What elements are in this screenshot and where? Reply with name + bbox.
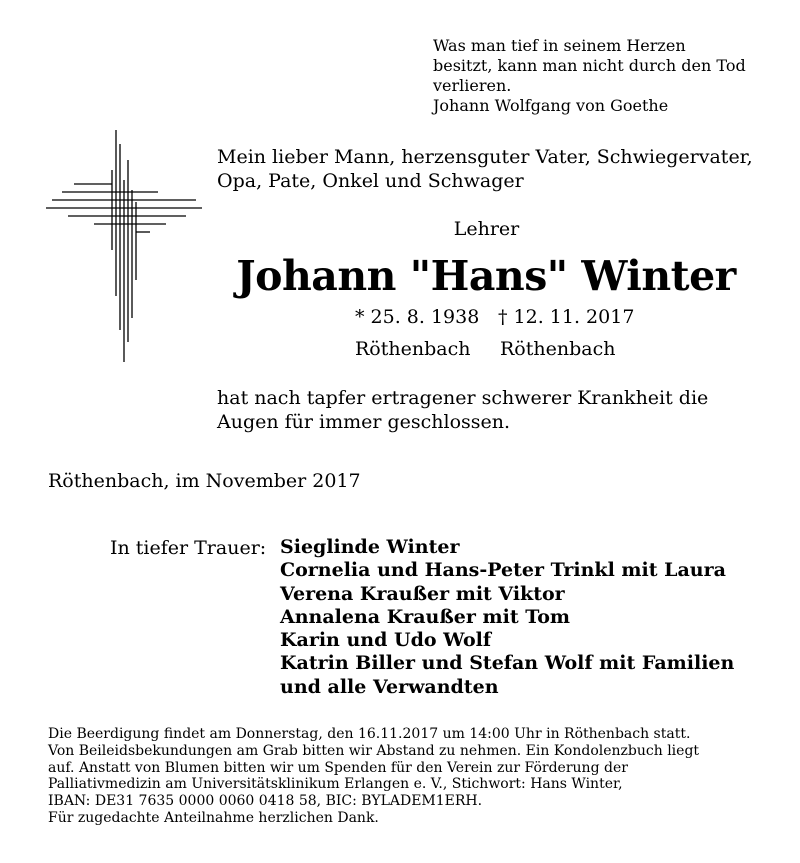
quote-line: Was man tief in seinem Herzen (433, 36, 686, 55)
message-line: Augen für immer geschlossen. (217, 411, 511, 433)
funeral-line: IBAN: DE31 7635 0000 0060 0418 58, BIC: BYLADEM1ERH. (48, 793, 483, 810)
funeral-line: Von Beileidsbekundungen am Grab bitten wir Abstand zu nehmen. Ein Kondolenzbuch liegt (48, 742, 700, 759)
mourners-list (280, 536, 734, 699)
mourner: und alle Verwandten (280, 675, 499, 698)
funeral-line: Die Beerdigung findet am Donnerstag, den 16.11.2017 um 14:00 Uhr in Röthenbach statt. (48, 726, 691, 742)
mourner: Katrin Biller und Stefan Wolf mit Familien (280, 652, 735, 675)
message-line: hat nach tapfer ertragener schwerer Krankheit die (217, 387, 709, 409)
funeral-line: Für zugedachte Anteilnahme herzlichen Dank. (48, 809, 379, 826)
mourner: Sieglinde Winter (280, 536, 460, 558)
intro-text (217, 145, 777, 193)
quote-author: Johann Wolfgang von Goethe (433, 96, 669, 115)
intro-line: Opa, Pate, Onkel und Schwager (217, 170, 524, 192)
quote-line: verlieren. (433, 76, 512, 95)
funeral-line: Palliativmedizin am Universitätsklinikum Erlangen e. V., Stichwort: Hans Winter, (48, 776, 623, 793)
mourner: Annalena Kraußer mit Tom (280, 605, 570, 628)
goethe-quote (433, 36, 773, 116)
death-date: † 12. 11. 2017 (498, 306, 635, 328)
birth-date: * 25. 8. 1938 (355, 306, 480, 328)
intro-line: Mein lieber Mann, herzensguter Vater, Schwiegervater, (217, 146, 753, 168)
mourner: Cornelia und Hans-Peter Trinkl mit Laura (280, 559, 726, 582)
funeral-line: auf. Anstatt von Blumen bitten wir um Spenden für den Verein zur Förderung der (48, 759, 628, 776)
mourner: Karin und Udo Wolf (280, 629, 492, 652)
deceased-name: Johann "Hans" Winter (236, 252, 736, 300)
place-date: Röthenbach, im November 2017 (48, 470, 361, 492)
death-message (217, 386, 777, 434)
cross-icon (46, 130, 202, 362)
quote-line: besitzt, kann man nicht durch den Tod (433, 56, 746, 75)
profession: Lehrer (453, 218, 520, 240)
funeral-info (48, 726, 788, 827)
mourning-label: In tiefer Trauer: (110, 537, 267, 559)
death-place: Röthenbach (500, 338, 616, 360)
birth-place: Röthenbach (355, 338, 471, 360)
mourner: Verena Kraußer mit Viktor (280, 582, 565, 605)
